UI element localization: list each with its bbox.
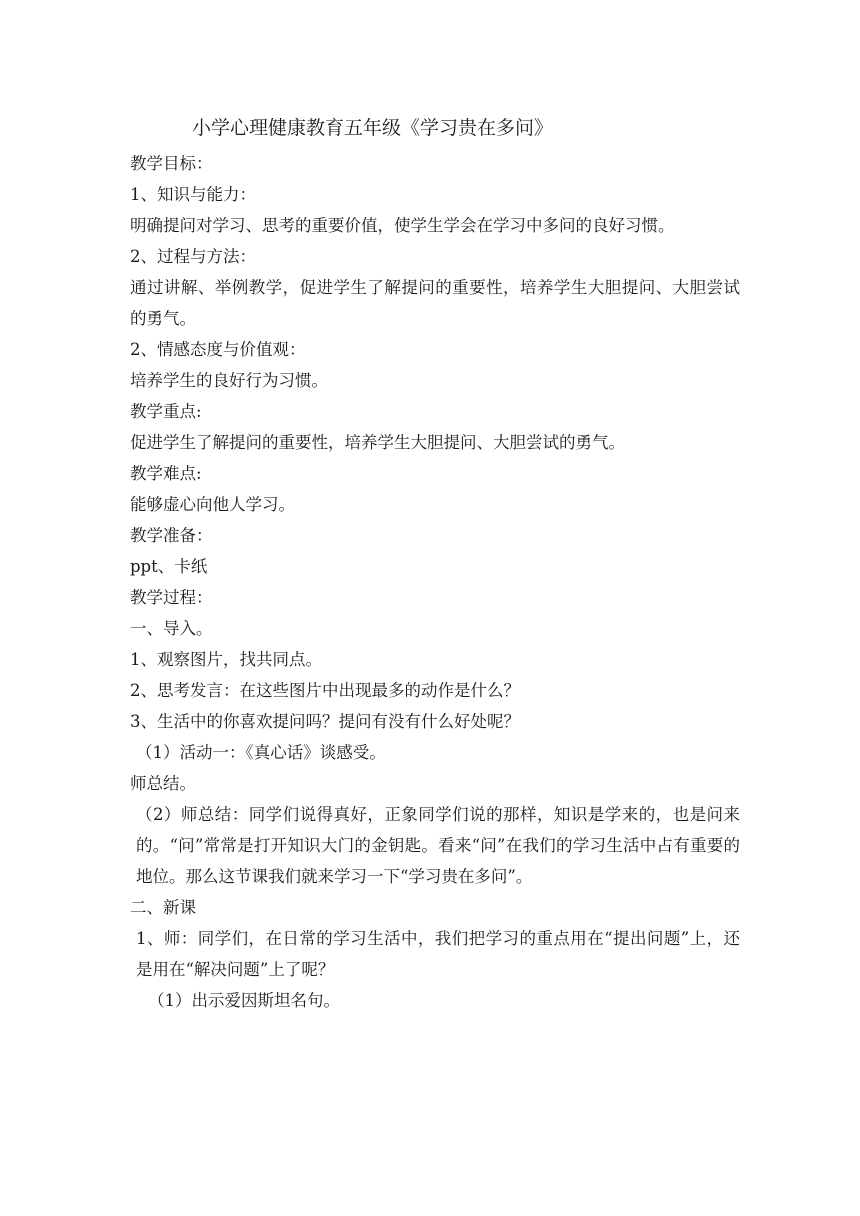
text-preparation: ppt、卡纸 bbox=[130, 557, 208, 576]
text-key-points: 促进学生了解提问的重要性，培养学生大胆提问、大胆尝试的勇气。 bbox=[130, 433, 625, 452]
activity-truth-talk: （1）活动一：《真心话》谈感受。 bbox=[136, 743, 386, 762]
heading-emotion-values: 2、情感态度与价值观： bbox=[130, 340, 306, 359]
section-introduction: 一、导入。 bbox=[130, 619, 213, 638]
heading-teaching-goals: 教学目标： bbox=[130, 154, 213, 173]
step-like-asking: 3、生活中的你喜欢提问吗？提问有没有什么好处呢？ bbox=[130, 712, 520, 731]
heading-preparation: 教学准备： bbox=[130, 526, 213, 545]
step-observe-pictures: 1、观察图片，找共同点。 bbox=[130, 650, 322, 669]
heading-key-points: 教学重点: bbox=[130, 402, 202, 421]
document-page bbox=[130, 112, 740, 1016]
teacher-summary-detail: （2）师总结：同学们说得真好，正象同学们说的那样，知识是学来的，也是问来的。“问”常常是打开知识大门的金钥匙。看来“问”在我们的学习生活中占有重要的地位。那么这节课我们就来学习一下“学习贵在多问”。 bbox=[136, 805, 740, 886]
text-emotion-values: 培养学生的良好行为习惯。 bbox=[130, 371, 328, 390]
teacher-summary: 师总结。 bbox=[130, 774, 196, 793]
text-difficulties: 能够虚心向他人学习。 bbox=[130, 495, 295, 514]
section-new-lesson: 二、新课 bbox=[130, 898, 196, 917]
einstein-quote-step: （1）出示爱因斯坦名句。 bbox=[148, 991, 340, 1010]
heading-knowledge-ability: 1、知识与能力： bbox=[130, 185, 256, 204]
document-title: 小学心理健康教育五年级《学习贵在多问》 bbox=[192, 117, 554, 139]
heading-difficulties: 教学难点: bbox=[130, 464, 202, 483]
heading-teaching-process: 教学过程： bbox=[130, 588, 213, 607]
text-process-method: 通过讲解、举例教学，促进学生了解提问的重要性，培养学生大胆提问、大胆尝试的勇气。 bbox=[130, 278, 740, 328]
teacher-question: 1、师：同学们，在日常的学习生活中，我们把学习的重点用在“提出问题”上，还是用在“解决问题”上了呢？ bbox=[136, 929, 740, 979]
heading-process-method: 2、过程与方法： bbox=[130, 247, 256, 266]
text-knowledge-ability: 明确提问对学习、思考的重要价值，使学生学会在学习中多问的良好习惯。 bbox=[130, 216, 675, 235]
step-think-speak: 2、思考发言：在这些图片中出现最多的动作是什么？ bbox=[130, 681, 520, 700]
